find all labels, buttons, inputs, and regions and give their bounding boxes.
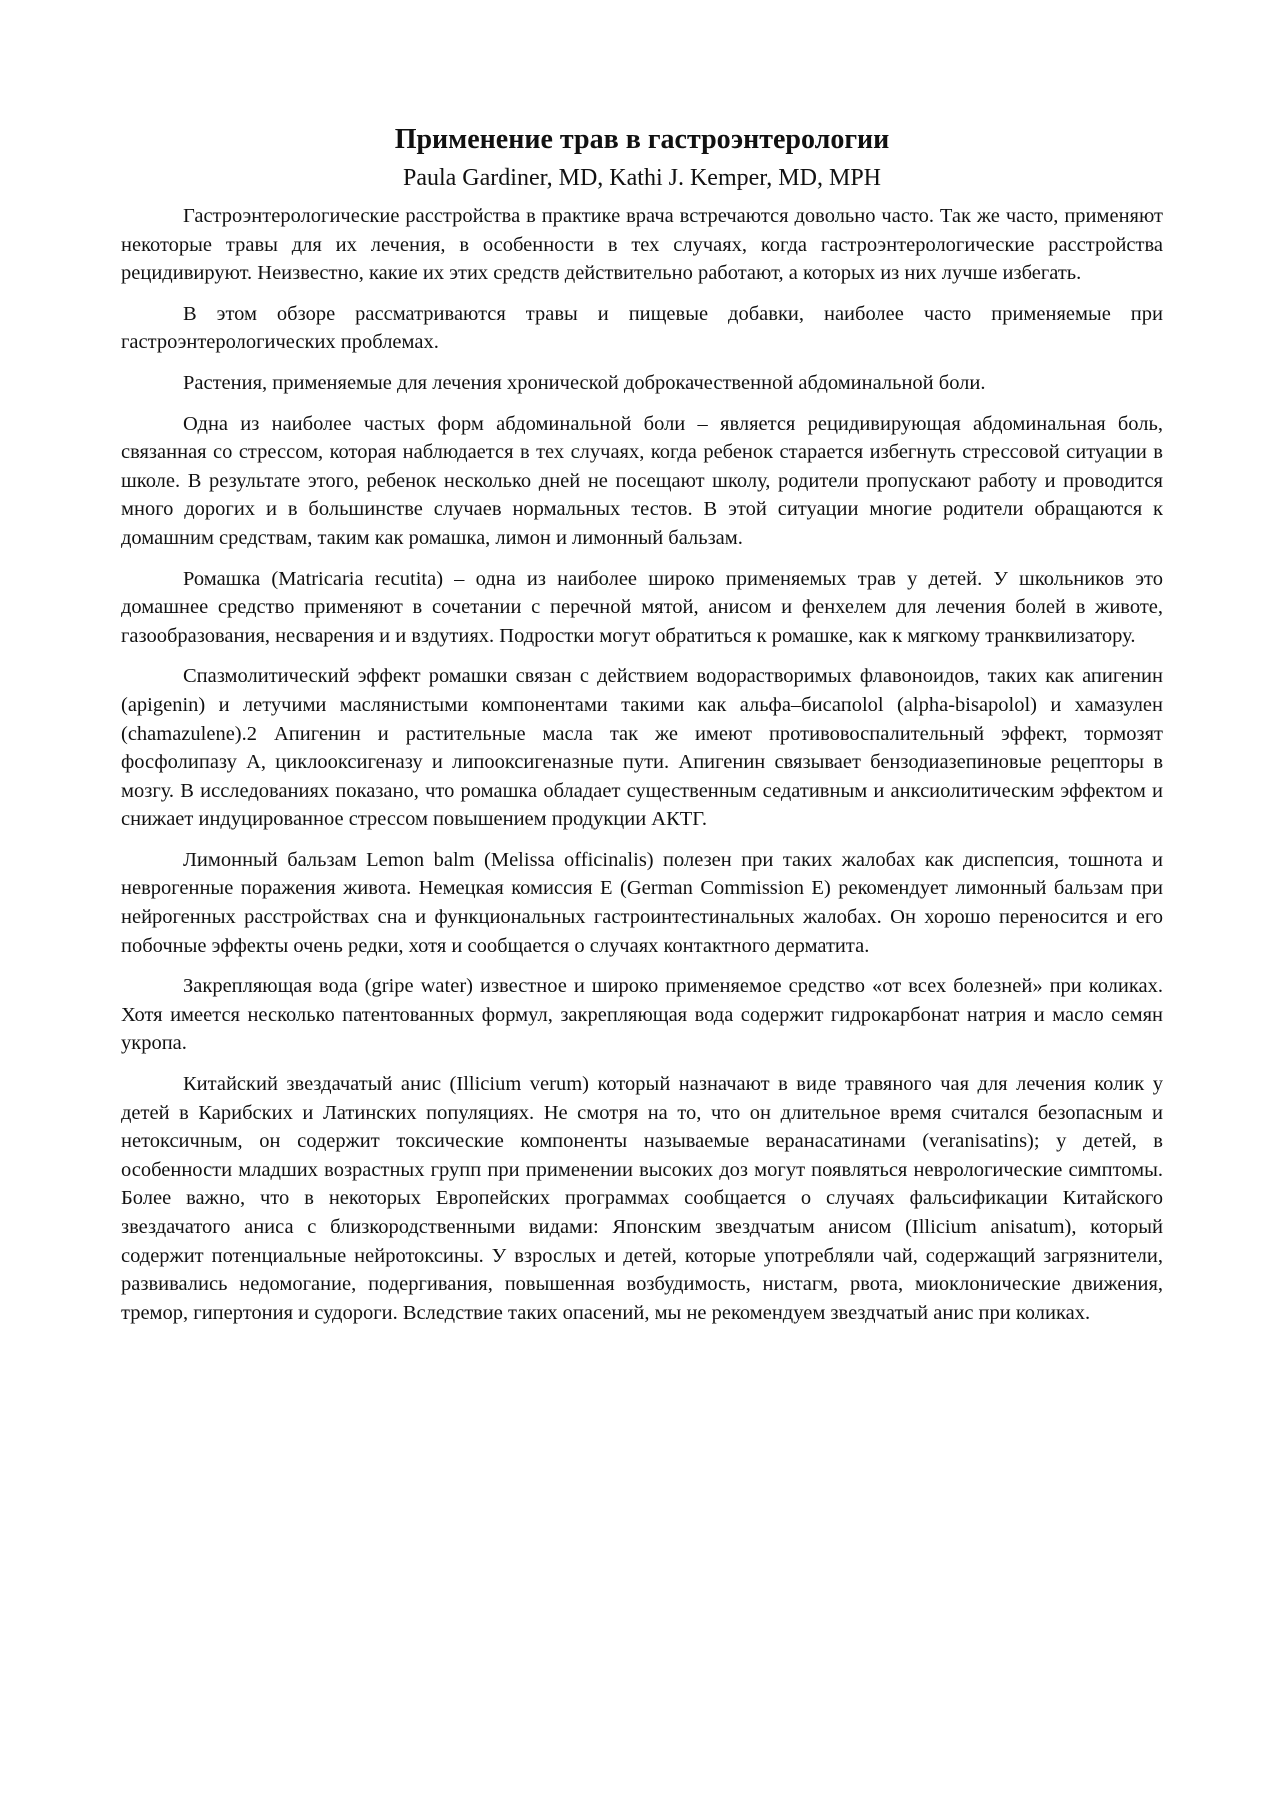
paragraph: Гастроэнтерологические расстройства в практике врача встречаются довольно часто. Так же часто, применяют некоторые травы для их лечения, в особенности в тех случаях, когда гастроэнтерологические расстройства рецидивируют. Неизвестно, какие их этих средств действительно работают, а которых из них лучше избегать. <box>121 205 1163 285</box>
document-title: Применение трав в гастроэнтерологии <box>394 124 890 155</box>
paragraph: Растения, применяемые для лечения хронической доброкачественной абдоминальной боли. <box>183 371 986 394</box>
paragraph: Лимонный бальзам Lemon balm (Melissa officinalis) полезен при таких жалобах как диспепсия, тошнота и неврогенные поражения живота. Немецкая комиссия Е (German Commission E) рекомендует лимонный бальзам при нейрогенных расстройствах сна и функциональных гастроинтестинальных жалобах. Он хорошо переносится и его побочные эффекты очень редки, хотя и сообщается о случаях контактного дерматита. <box>121 848 1163 957</box>
document-page <box>121 122 1163 1339</box>
paragraph: Ромашка (Matricaria recutita) – одна из наиболее широко применяемых трав у детей. У школьников это домашнее средство применяют в сочетании с перечной мятой, анисом и фенхелем для лечения болей в животе, газообразования, несварения и и вздутиях. Подростки могут обратиться к ромашке, как к мягкому транквилизатору. <box>121 567 1163 647</box>
document-authors: Paula Gardiner, MD, Kathi J. Kemper, MD, MPH <box>402 165 881 191</box>
paragraph: Китайский звездачатый анис (Illicium verum) который назначают в виде травяного чая для лечения колик у детей в Карибских и Латинских популяциях. Не смотря на то, что он длительное время считался безопасным и нетоксичным, он содержит токсические компоненты называемые веранасатинами (veranisatins); у детей, в особенности младших возрастных групп при применении высоких доз могут появляться неврологические симптомы. Более важно, что в некоторых Европейских программах сообщается о случаях фальсификации Китайского звездачатого аниса с близкородственными видами: Японским звездчатым анисом (Illicium anisatum), который содержит потенциальные нейротоксины. У взрослых и детей, которые употребляли чай, содержащий загрязнители, развивались недомогание, подергивания, повышенная возбудимость, нистагм, рвота, миоклонические движения, тремор, гипертония и судороги. Вследствие таких опасений, мы не рекомендуем звездчатый анис при коликах. <box>121 1073 1163 1324</box>
paragraph: В этом обзоре рассматриваются травы и пищевые добавки, наиболее часто применяемые при гастроэнтерологических проблемах. <box>121 302 1163 354</box>
paragraph: Закрепляющая вода (gripe water) известное и широко применяемое средство «от всех болезней» при коликах. Хотя имеется несколько патентованных формул, закрепляющая вода содержит гидрокарбонат натрия и масло семян укропа. <box>121 975 1163 1055</box>
paragraph: Спазмолитический эффект ромашки связан с действием водорастворимых флавоноидов, таких как апигенин (apigenin) и летучими маслянистыми компонентами такими как альфа–бисапolol (alpha-bisapolol) и хамазулен (chamazulene).2 Апигенин и растительные масла так же имеют противовоспалительный эффект, тормозят фосфолипазу А, циклооксигеназу и липооксигеназные пути. Апигенин связывает бензодиазепиновые рецепторы в мозгу. В исследованиях показано, что ромашка обладает существенным седативным и анксиолитическим эффектом и снижает индуцированное стрессом повышением продукции АКТГ. <box>121 665 1163 831</box>
paragraph: Одна из наиболее частых форм абдоминальной боли – является рецидивирующая абдоминальная боль, связанная со стрессом, которая наблюдается в тех случаях, когда ребенок старается избегнуть стрессовой ситуации в школе. В результате этого, ребенок несколько дней не посещают школу, родители пропускают работу и проводится много дорогих и в большинстве случаев нормальных тестов. В этой ситуации многие родители обращаются к домашним средствам, таким как ромашка, лимон и лимонный бальзам. <box>121 412 1163 549</box>
